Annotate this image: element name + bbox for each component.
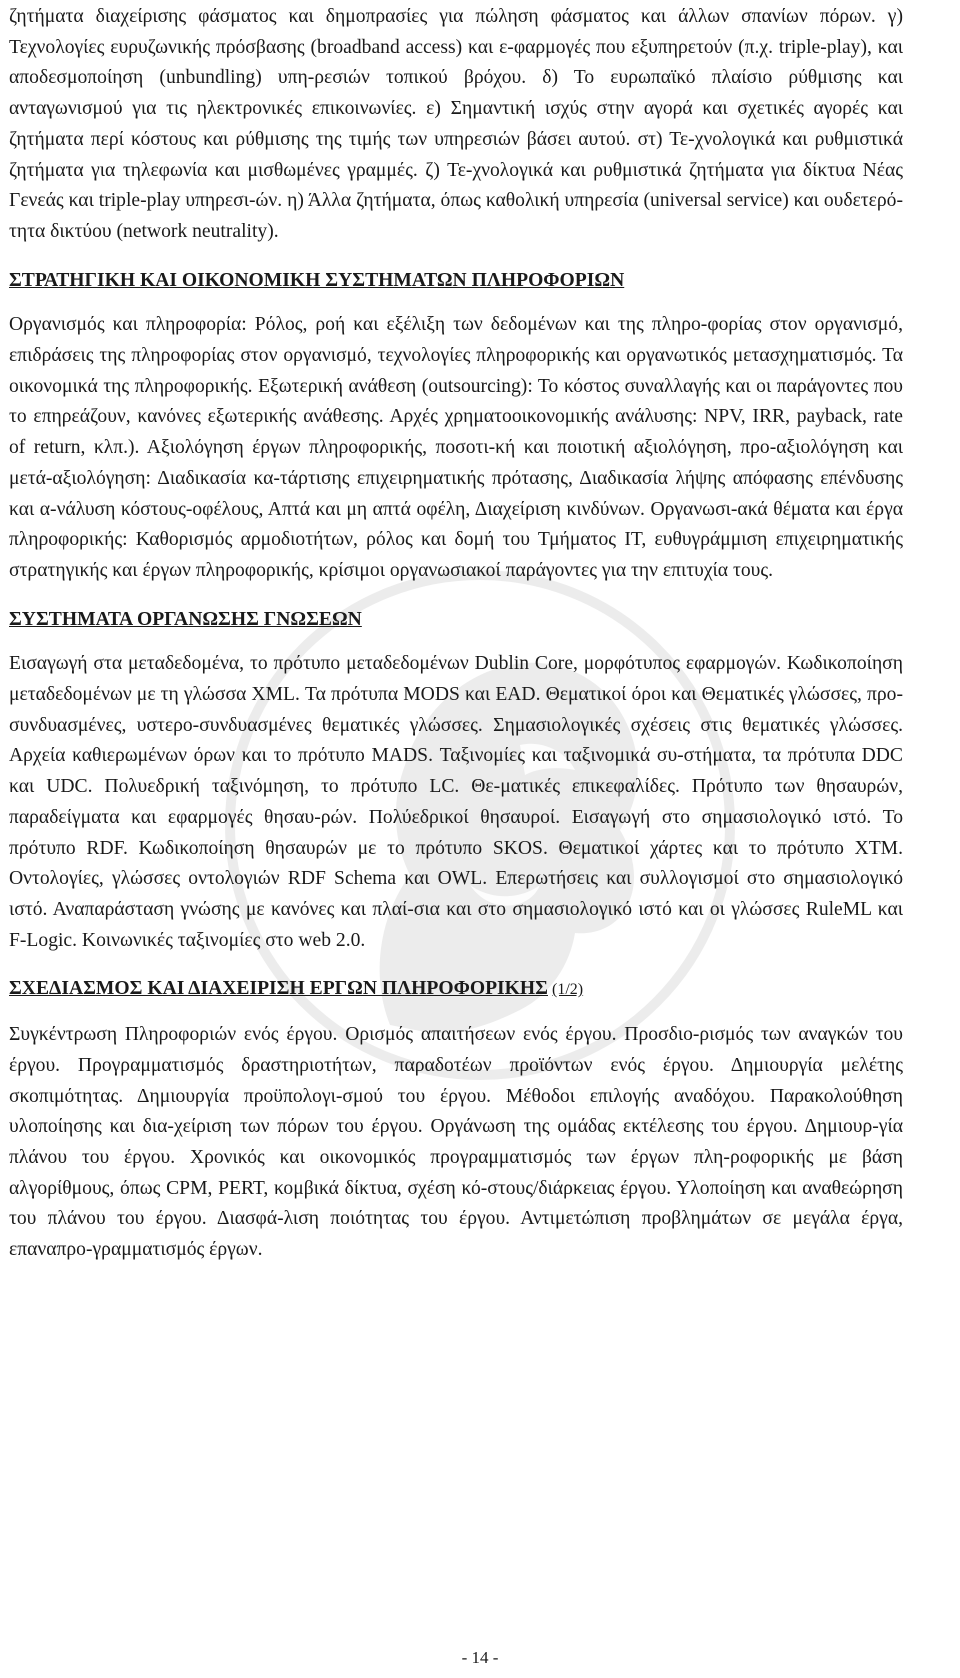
section-heading-knowledge-text: ΣΥΣΤΗΜΑΤΑ ΟΡΓΑΝΩΣΗΣ ΓΝΩΣΕΩΝ bbox=[9, 608, 362, 630]
section-heading-strategy bbox=[9, 266, 903, 297]
document-body bbox=[9, 2, 903, 1266]
section-body-project-management: Συγκέντρωση Πληροφοριών ενός έργου. Ορισμός απαιτήσεων ενός έργου. Προσδιο-ρισμός των αναγκών του έργου. Προγραμματισμός δραστηριοτήτων, παραδοτέων προϊόντων ενός έργου. Δημιουργία μελέτης σκοπιμότητας. Δημιουργία προϋπολογι-σμού του έργου. Μέθοδοι επιλογής αναδόχου. Παρακολούθηση υλοποίησης και δια-χείριση των πόρων του έργου. Οργάνωση της ομάδας εκτέλεσης του έργου. Δημιουρ-γία πλάνου του έργου. Χρονικός και οικονομικός προγραμματισμός των έργων πλη-ροφορικής με βάση αλγορίθμους, όπως CPM, PERT, κομβικά δίκτυα, σχέση κό-στους/διάρκειας έργου. Υλοποίηση και αναθεώρηση του πλάνου του έργου. Διασφά-λιση ποιότητας του έργου. Αντιμετώπιση προβλημάτων σε μεγάλα έργα, επαναπρο-γραμματισμός έργων. bbox=[9, 1024, 903, 1261]
intro-paragraph: ζητήματα διαχείρισης φάσματος και δημοπρασίες για πώληση φάσματος και άλλων σπανίων πόρων. γ) Τεχνολογίες ευρυζωνικής πρόσβασης (broadband access) και ε-φαρμογές που εξυπηρετούν (π.χ. triple-play), και αποδεσμοποίηση (unbundling) υπη-ρεσιών τοπικού βρόχου. δ) Το ευρωπαϊκό πλαίσιο ρύθμισης και ανταγωνισμού για τις ηλεκτρονικές επικοινωνίες. ε) Σημαντική ισχύς στην αγορά και σχετικές αγορές και ζητήματα περί κόστους και ρύθμισης της τιμής των υπηρεσιών βάσει αυτού. στ) Τε-χνολογικά και ρυθμιστικά ζητήματα για τηλεφωνία και μισθωμένες γραμμές. ζ) Τε-χνολογικά και ρυθμιστικά ζητήματα για δίκτυα Νέας Γενεάς και triple-play υπηρεσι-ών. η) Άλλα ζητήματα, όπως καθολική υπηρεσία (universal service) και ουδετερό-τητα δικτύου (network neutrality). bbox=[9, 6, 903, 242]
section-heading-strategy-text: ΣΤΡΑΤΗΓΙΚΗ ΚΑΙ ΟΙΚΟΝΟΜΙΚΗ ΣΥΣΤΗΜΑΤΩΝ ΠΛΗΡΟΦΟΡΙΩΝ bbox=[9, 269, 625, 291]
section-body-knowledge: Εισαγωγή στα μεταδεδομένα, το πρότυπο μεταδεδομένων Dublin Core, μορφότυπος εφαρμογών. Κωδικοποίηση μεταδεδομένων με τη γλώσσα XML. Τα πρότυπα MODS και EAD. Θεματικοί όροι και Θεματικές γλώσσες, προ-συνδυασμένες, υστερο-συνδυασμένες θεματικές γλώσσες. Σημασιολογικές σχέσεις στις θεματικές γλώσσες. Αρχεία καθιερωμένων όρων και το πρότυπο MADS. Ταξινομίες και ταξινομικά συ-στήματα, τα πρότυπα DDC και UDC. Πολυεδρική ταξινόμηση, το πρότυπο LC. Θε-ματικές επικεφαλίδες. Πρότυπο των θησαυρών, παραδείγματα και εφαρμογές θησαυ-ρών. Πολύεδρικοί θησαυροί. Εισαγωγή στο σημασιολογικό ιστό. Το πρότυπο RDF. Κωδικοποίηση θησαυρών με το πρότυπο SKOS. Θεματικοί χάρτες και το πρότυπο XTM. Οντολογίες, γλώσσες οντολογιών RDF Schema και OWL. Επερωτήσεις και συλλογισμοί στο σημασιολογικό ιστό. Αναπαράσταση γνώσης με κανόνες και πλαί-σια και στο σημασιολογικό ιστό και οι γλώσσες RuleML και F-Logic. Κοινωνικές ταξινομίες στο web 2.0. bbox=[9, 653, 903, 951]
section-heading-project-management bbox=[9, 974, 903, 1006]
section-heading-project-management-text: ΣΧΕΔΙΑΣΜΟΣ ΚΑΙ ΔΙΑΧΕΙΡΙΣΗ ΕΡΓΩΝ ΠΛΗΡΟΦΟΡΙΚΗΣ bbox=[9, 978, 548, 1000]
section-body-strategy: Οργανισμός και πληροφορία: Ρόλος, ροή και εξέλιξη των δεδομένων και της πληρο-φορίας στον οργανισμό, επιδράσεις της πληροφορίας στον οργανισμό, τεχνολογίες πληροφορικής και οργανωτικός μετασχηματισμός. Τα οικονομικά της πληροφορικής. Εξωτερική ανάθεση (outsourcing): Το κόστος συναλλαγής και οι παράγοντες που το επηρεάζουν, κανόνες εξωτερικής ανάθεσης. Αρχές χρηματοοικονομικής ανάλυσης: NPV, IRR, payback, rate of return, κλπ.). Αξιολόγηση έργων πληροφορικής, ποσοτι-κή και ποιοτική αξιολόγηση, προ-αξιολόγηση και μετά-αξιολόγηση: Διαδικασία κα-τάρτισης επιχειρηματικής πρότασης, Διαδικασία λήψης απόφασης επένδυσης και α-νάλυση κόστους-οφέλους, Απτά και μη απτά οφέλη, Διαχείριση κινδύνων. Οργανωσι-ακά θέματα και έργα πληροφορικής: Καθορισμός αρμοδιοτήτων, ρόλος και δομή του Τμήματος IT, ευθυγράμμιση επιχειρηματικής στρατηγικής και έργων πληροφορικής, κρίσιμοι οργανωσιακοί παράγοντες για την επιτυχία τους. bbox=[9, 314, 903, 581]
section-heading-suffix: (1/2) bbox=[551, 981, 584, 999]
page-number: - 14 - bbox=[461, 1648, 499, 1667]
section-heading-knowledge bbox=[9, 605, 903, 636]
